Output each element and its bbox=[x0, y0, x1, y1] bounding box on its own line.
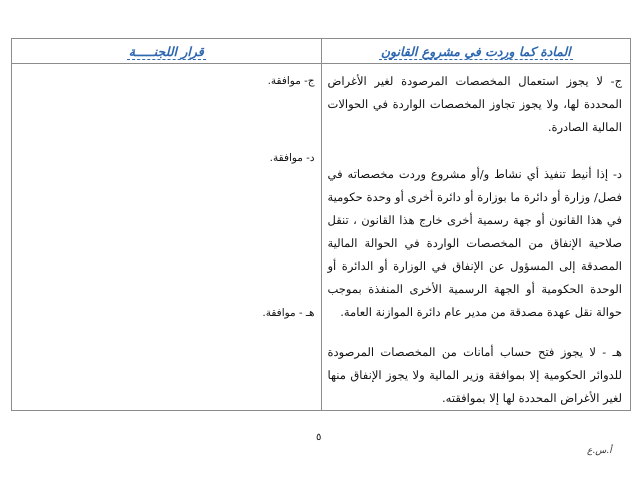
decision-cell bbox=[12, 64, 322, 411]
committee-decision-header: قرار اللجنـــــة bbox=[12, 39, 322, 64]
page-number: ٥ bbox=[316, 432, 322, 443]
law-paragraph-e: هـ - لا يجوز فتح حساب أمانات من المخصصات المرصودة للدوائر الحكومية إلا بموافقة وزير المالية ولا يجوز الإنفاق منها لغير الأغراض المحددة لها إلا بموافقته. bbox=[327, 345, 622, 405]
table-header-row bbox=[12, 39, 631, 64]
table-row bbox=[12, 64, 631, 411]
articles-table bbox=[11, 38, 631, 411]
decision-e: هـ - موافقة. bbox=[262, 307, 315, 319]
decision-d: د- موافقة. bbox=[269, 152, 315, 164]
law-paragraph-c: ج- لا يجوز استعمال المخصصات المرصودة لغير الأغراض المحددة لها، ولا يجوز تجاوز المخصصات الواردة في الحوالات المالية الصادرة. bbox=[327, 74, 622, 134]
decision-c: ج- موافقة. bbox=[267, 75, 315, 87]
law-article-header: المادة كما وردت في مشروع القانون bbox=[321, 39, 631, 64]
signature: أ.س.ع bbox=[587, 446, 612, 456]
law-text-cell bbox=[321, 64, 631, 411]
law-paragraph-d: د- إذا أنيط تنفيذ أي نشاط و/أو مشروع وردت مخصصاته في فصل/ وزارة أو دائرة ما بوزارة أو دائرة أخرى أو وحدة حكومية في هذا القانون أو جهة رسمية أخرى خارج هذا القانون ، تنقل صلاحية الإنفاق من المخصصات الواردة في الحوالة المالية المصدقة إلى المسؤول عن الإنفاق في الوزارة أو الدائرة أو الوحدة الحكومية أو الجهة الرسمية الأخرى المنفذة بموجب حوالة نقل عهدة مصدقة من مدير عام دائرة الموازنة العامة. bbox=[327, 167, 622, 319]
